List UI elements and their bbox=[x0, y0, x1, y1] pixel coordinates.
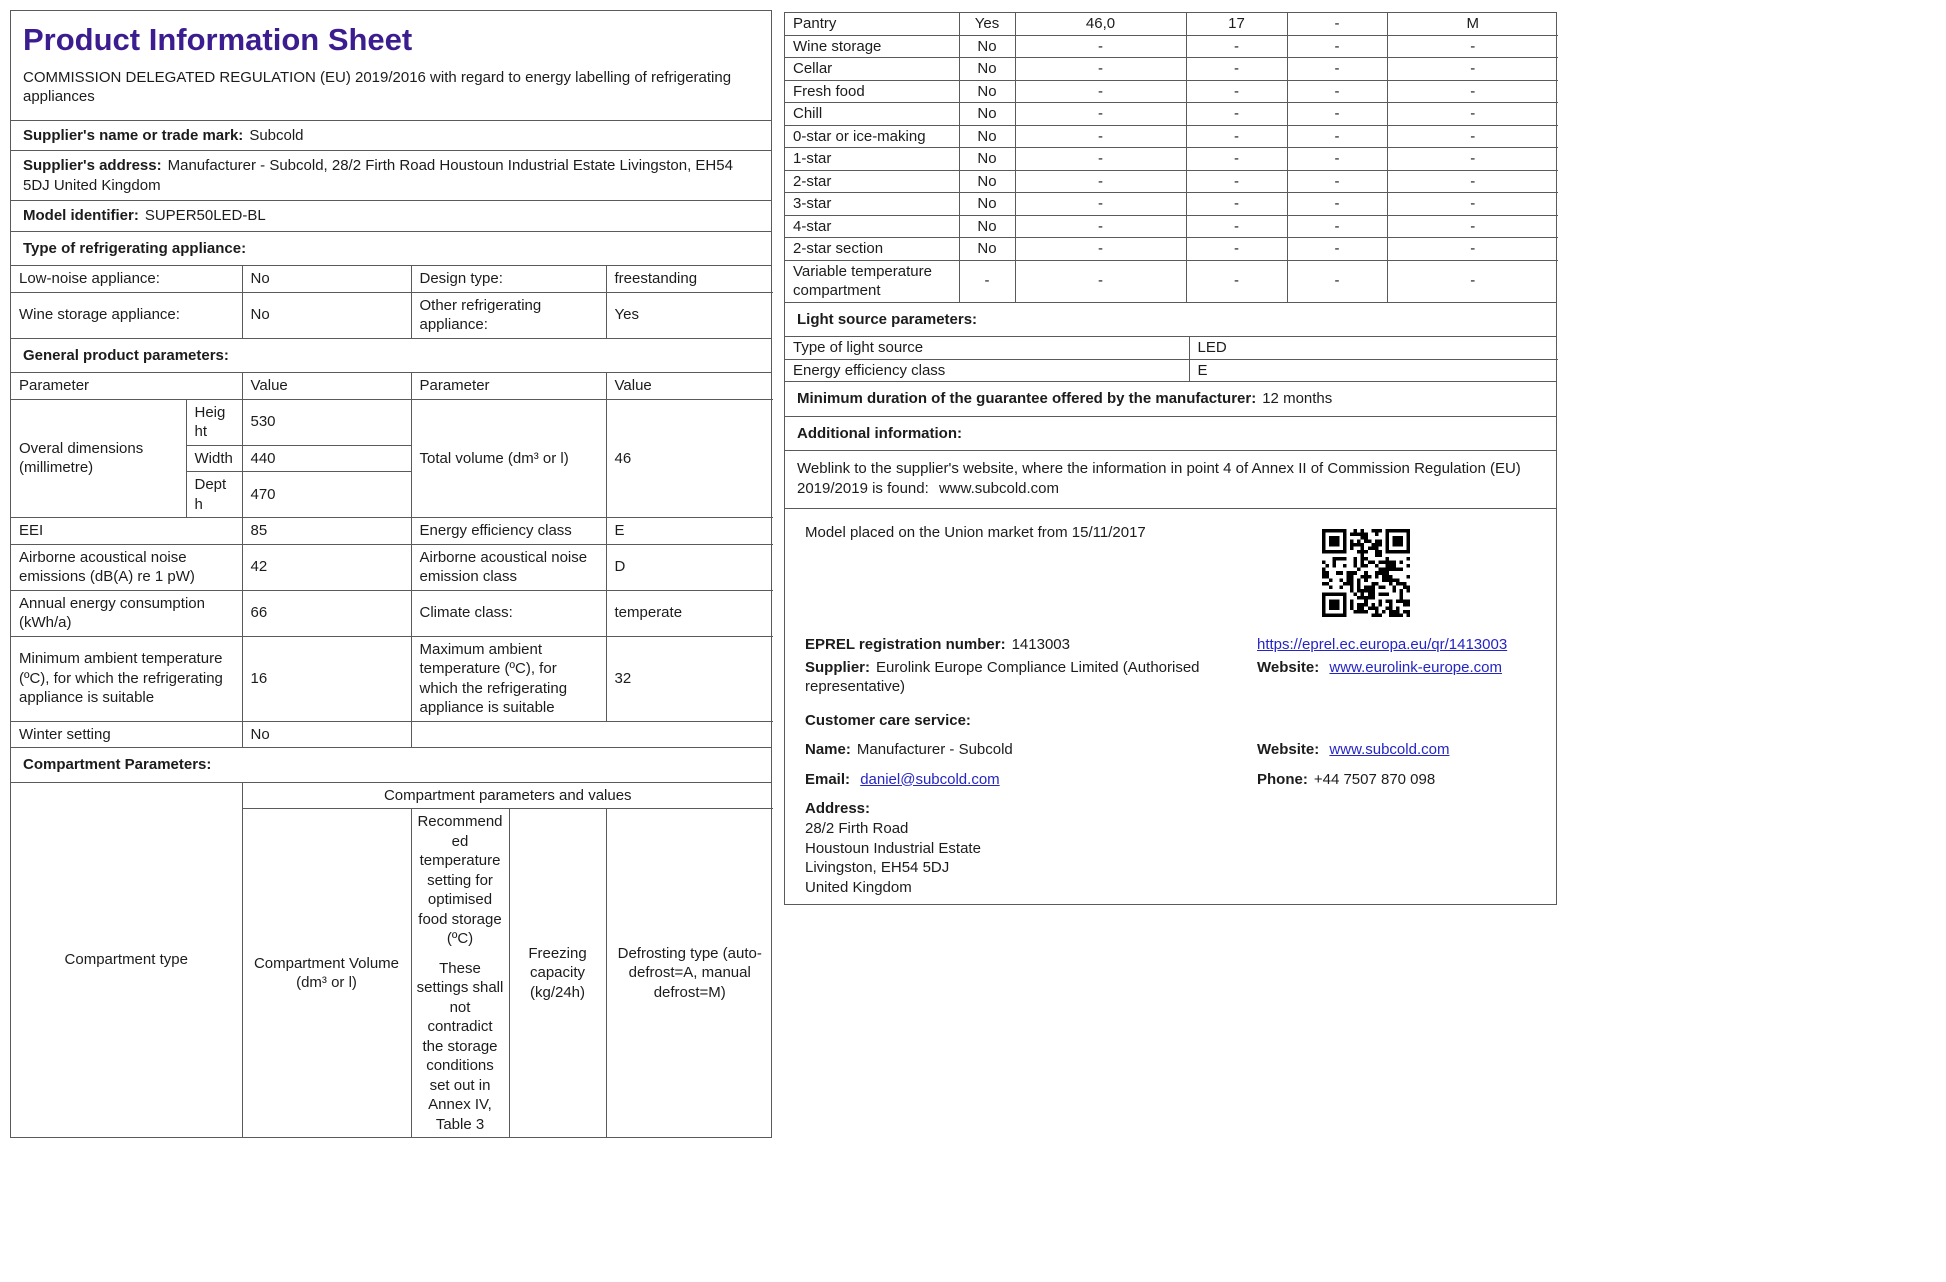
supplier-name-label: Supplier's name or trade mark: bbox=[23, 126, 244, 144]
additional-info-heading: Additional information: bbox=[785, 416, 1556, 451]
left-column bbox=[10, 10, 772, 1138]
supplier-name-value: Subcold bbox=[249, 126, 304, 144]
table-cell: Variable temperature compartment bbox=[785, 260, 959, 302]
address-block bbox=[805, 799, 1536, 898]
table-cell: No bbox=[959, 80, 1015, 103]
table-cell: 1-star bbox=[785, 148, 959, 171]
table-cell: - bbox=[1287, 170, 1387, 193]
table-cell: Compartment Volume (dm³ or l) bbox=[242, 809, 411, 1138]
table-row bbox=[785, 125, 1558, 148]
model-identifier-row bbox=[11, 200, 771, 231]
table-cell: - bbox=[1287, 58, 1387, 81]
table-cell: Type of light source bbox=[785, 337, 1189, 359]
table-cell: 440 bbox=[242, 445, 411, 472]
care-email-row bbox=[805, 770, 1536, 790]
table-cell: - bbox=[1015, 80, 1186, 103]
care-name-right bbox=[1257, 740, 1536, 760]
table-cell: M bbox=[1387, 13, 1558, 35]
care-email-left bbox=[805, 770, 1257, 790]
supplier-name-row bbox=[11, 120, 771, 151]
table-cell: Yes bbox=[959, 13, 1015, 35]
table-cell: - bbox=[1186, 193, 1287, 216]
table-cell: 66 bbox=[242, 590, 411, 636]
table-cell: - bbox=[1387, 58, 1558, 81]
type-table-section bbox=[11, 265, 771, 338]
table-cell: 530 bbox=[242, 399, 411, 445]
table-cell: Width bbox=[186, 445, 242, 472]
supplier-right bbox=[1257, 658, 1536, 697]
table-cell: Energy efficiency class bbox=[411, 518, 606, 545]
address-line: United Kingdom bbox=[805, 879, 912, 897]
column-header-cell: Value bbox=[242, 373, 411, 399]
care-website-label: Website: bbox=[1257, 741, 1320, 758]
table-cell: Minimum ambient temperature (ºC), for which the refrigerating appliance is suitable bbox=[11, 636, 242, 721]
table-cell: Airborne acoustical noise emissions (dB(A) re 1 pW) bbox=[11, 544, 242, 590]
care-name-row bbox=[805, 740, 1536, 760]
page-title: Product Information Sheet bbox=[23, 22, 413, 57]
weblink-url: www.subcold.com bbox=[938, 479, 1059, 497]
table-row bbox=[785, 170, 1558, 193]
table-cell: - bbox=[1186, 260, 1287, 302]
table-row bbox=[785, 215, 1558, 238]
table-cell: - bbox=[1287, 193, 1387, 216]
supplier-address-label: Supplier's address: bbox=[23, 157, 162, 175]
table-cell: No bbox=[959, 35, 1015, 58]
address-line: Houstoun Industrial Estate bbox=[805, 839, 981, 857]
table-cell: Design type: bbox=[411, 266, 606, 292]
table-cell: Fresh food bbox=[785, 80, 959, 103]
table-cell: No bbox=[959, 58, 1015, 81]
table-cell: 0-star or ice-making bbox=[785, 125, 959, 148]
table-cell: LED bbox=[1189, 337, 1558, 359]
light-source-section bbox=[785, 336, 1556, 381]
table-cell: Other refrigerating appliance: bbox=[411, 292, 606, 338]
supplier-row bbox=[805, 658, 1536, 697]
table-cell: Depth bbox=[186, 472, 242, 518]
table-cell: - bbox=[1287, 260, 1387, 302]
table-cell: - bbox=[1387, 215, 1558, 238]
table-cell: D bbox=[606, 544, 773, 590]
address-label: Address: bbox=[805, 800, 871, 817]
right-column-top bbox=[784, 12, 1557, 509]
table-cell: 470 bbox=[242, 472, 411, 518]
eprel-row bbox=[805, 635, 1536, 655]
supplier-left bbox=[805, 658, 1257, 697]
column-header-cell: Parameter bbox=[411, 373, 606, 399]
table-cell: - bbox=[1186, 80, 1287, 103]
supplier-website-link[interactable]: www.eurolink-europe.com bbox=[1329, 658, 1502, 676]
table-cell: No bbox=[959, 148, 1015, 171]
eprel-link[interactable]: https://eprel.ec.europa.eu/qr/1413003 bbox=[1257, 636, 1508, 653]
table-cell: No bbox=[959, 238, 1015, 261]
care-phone-right bbox=[1257, 770, 1536, 790]
table-cell: - bbox=[1287, 103, 1387, 126]
compartment-header-section bbox=[11, 782, 771, 1138]
table-cell: - bbox=[1186, 58, 1287, 81]
compartment-header-table bbox=[11, 783, 773, 1138]
table-cell: Compartment type bbox=[11, 783, 242, 1138]
general-table-section bbox=[11, 372, 771, 747]
table-cell: - bbox=[1287, 125, 1387, 148]
table-cell: - bbox=[1387, 193, 1558, 216]
table-cell: No bbox=[959, 193, 1015, 216]
table-cell: - bbox=[1287, 215, 1387, 238]
table-cell: 16 bbox=[242, 636, 411, 721]
table-cell: - bbox=[1387, 148, 1558, 171]
weblink-text: Weblink to the supplier's website, where the information in point 4 of Annex II of Commission Regulation (EU) 2019/2019 is found: bbox=[797, 460, 1521, 497]
table-cell: E bbox=[1189, 359, 1558, 381]
table-cell: Wine storage bbox=[785, 35, 959, 58]
compartment-values-table bbox=[785, 13, 1558, 302]
column-header-cell: Parameter bbox=[11, 373, 242, 399]
weblink-row bbox=[785, 450, 1556, 508]
type-heading: Type of refrigerating appliance: bbox=[11, 231, 771, 266]
market-info-box bbox=[784, 508, 1557, 905]
supplier-address-value: Manufacturer - Subcold, 28/2 Firth Road Houstoun Industrial Estate Livingston, EH54 5DJ United Kingdom bbox=[23, 157, 733, 194]
table-cell: - bbox=[1015, 260, 1186, 302]
table-cell: - bbox=[1186, 170, 1287, 193]
table-cell: - bbox=[1387, 260, 1558, 302]
table-cell: - bbox=[1015, 35, 1186, 58]
table-row bbox=[785, 103, 1558, 126]
table-row bbox=[785, 148, 1558, 171]
eprel-right bbox=[1257, 635, 1536, 655]
care-phone-value: +44 7507 870 098 bbox=[1313, 770, 1436, 788]
table-cell: Pantry bbox=[785, 13, 959, 35]
table-cell: temperate bbox=[606, 590, 773, 636]
table-cell: 42 bbox=[242, 544, 411, 590]
table-cell: - bbox=[1186, 35, 1287, 58]
table-cell: Winter setting bbox=[11, 721, 242, 747]
table-cell: - bbox=[1287, 35, 1387, 58]
general-table bbox=[11, 373, 773, 747]
table-row bbox=[785, 260, 1558, 302]
market-date-line: Model placed on the Union market from 15/11/2017 bbox=[805, 524, 1146, 541]
table-cell: - bbox=[1015, 238, 1186, 261]
table-cell: Total volume (dm³ or l) bbox=[411, 399, 606, 518]
supplier-value: Eurolink Europe Compliance Limited (Authorised representative) bbox=[805, 658, 1200, 695]
care-phone-label: Phone: bbox=[1257, 770, 1308, 788]
table-cell: - bbox=[1015, 215, 1186, 238]
table-row bbox=[785, 13, 1558, 35]
compartment-heading: Compartment Parameters: bbox=[11, 747, 771, 782]
table-cell: - bbox=[1015, 103, 1186, 126]
care-website-link[interactable]: www.subcold.com bbox=[1329, 741, 1450, 758]
table-cell: - bbox=[1387, 35, 1558, 58]
table-cell: Airborne acoustical noise emission class bbox=[411, 544, 606, 590]
care-name-label: Name: bbox=[805, 741, 851, 758]
table-cell: Defrosting type (auto-defrost=A, manual defrost=M) bbox=[606, 809, 773, 1138]
guarantee-value: 12 months bbox=[1262, 390, 1333, 407]
guarantee-label: Minimum duration of the guarantee offered by the manufacturer: bbox=[797, 390, 1257, 407]
table-cell: - bbox=[1287, 238, 1387, 261]
table-cell: No bbox=[959, 103, 1015, 126]
table-row bbox=[785, 193, 1558, 216]
general-heading: General product parameters: bbox=[11, 338, 771, 373]
column-header-cell: Value bbox=[606, 373, 773, 399]
eprel-left bbox=[805, 635, 1257, 655]
model-identifier-value: SUPER50LED-BL bbox=[144, 207, 266, 225]
table-cell: 32 bbox=[606, 636, 773, 721]
compartment-values-body bbox=[785, 13, 1558, 302]
table-row bbox=[785, 58, 1558, 81]
table-cell: - bbox=[1387, 170, 1558, 193]
table-cell: Chill bbox=[785, 103, 959, 126]
table-cell: No bbox=[242, 266, 411, 292]
address-line: 28/2 Firth Road bbox=[805, 819, 909, 837]
care-name-value: Manufacturer - Subcold bbox=[856, 741, 1013, 758]
table-cell: No bbox=[959, 125, 1015, 148]
table-row bbox=[785, 80, 1558, 103]
table-cell: Freezing capacity (kg/24h) bbox=[509, 809, 606, 1138]
table-cell: No bbox=[959, 170, 1015, 193]
table-cell: Low-noise appliance: bbox=[11, 266, 242, 292]
table-cell: - bbox=[1186, 103, 1287, 126]
table-cell: - bbox=[1387, 238, 1558, 261]
table-cell: 2-star section bbox=[785, 238, 959, 261]
table-cell: Climate class: bbox=[411, 590, 606, 636]
regulation-subtitle: COMMISSION DELEGATED REGULATION (EU) 2019/2016 with regard to energy labelling of refrigerating appliances bbox=[23, 68, 732, 106]
care-email-label: Email: bbox=[805, 770, 851, 788]
model-identifier-label: Model identifier: bbox=[23, 207, 139, 225]
eprel-number: 1413003 bbox=[1011, 636, 1070, 653]
care-name-left bbox=[805, 740, 1257, 760]
supplier-address-row bbox=[11, 150, 771, 200]
table-cell: - bbox=[1186, 215, 1287, 238]
table-cell: Compartment parameters and values bbox=[242, 783, 773, 809]
temp-setting-note-2: These settings shall not contradict the storage conditions set out in Annex IV, Table 3 bbox=[416, 959, 504, 1133]
table-cell: 2-star bbox=[785, 170, 959, 193]
compartment-values-section bbox=[785, 13, 1556, 302]
table-cell: - bbox=[1186, 238, 1287, 261]
qr-code bbox=[1316, 529, 1416, 617]
table-cell: Overal dimensions (millimetre) bbox=[11, 399, 186, 518]
table-cell: - bbox=[959, 260, 1015, 302]
table-cell: - bbox=[1186, 148, 1287, 171]
table-cell: - bbox=[1387, 125, 1558, 148]
table-cell: EEI bbox=[11, 518, 242, 545]
table-cell: - bbox=[1015, 170, 1186, 193]
table-cell: - bbox=[1015, 125, 1186, 148]
eprel-label: EPREL registration number: bbox=[805, 636, 1006, 653]
table-cell: freestanding bbox=[606, 266, 773, 292]
customer-care-heading: Customer care service: bbox=[805, 711, 971, 729]
table-row bbox=[785, 238, 1558, 261]
table-cell: 4-star bbox=[785, 215, 959, 238]
table-cell: - bbox=[1387, 80, 1558, 103]
table-row bbox=[785, 35, 1558, 58]
table-cell: No bbox=[242, 292, 411, 338]
supplier-label: Supplier: bbox=[805, 658, 871, 676]
table-cell: 3-star bbox=[785, 193, 959, 216]
table-cell: Height bbox=[186, 399, 242, 445]
title-section bbox=[11, 11, 771, 120]
table-cell bbox=[411, 809, 509, 1138]
table-cell: Wine storage appliance: bbox=[11, 292, 242, 338]
table-cell: Maximum ambient temperature (ºC), for which the refrigerating appliance is suitable bbox=[411, 636, 606, 721]
table-cell: Cellar bbox=[785, 58, 959, 81]
light-source-heading: Light source parameters: bbox=[785, 302, 1556, 337]
type-table bbox=[11, 266, 773, 338]
table-cell: - bbox=[1287, 80, 1387, 103]
address-line: Livingston, EH54 5DJ bbox=[805, 859, 950, 877]
table-cell: No bbox=[959, 215, 1015, 238]
guarantee-row bbox=[785, 381, 1556, 416]
table-cell: - bbox=[1387, 103, 1558, 126]
table-cell: - bbox=[1015, 58, 1186, 81]
table-cell: - bbox=[1287, 148, 1387, 171]
light-source-table bbox=[785, 337, 1558, 381]
table-cell: - bbox=[1186, 125, 1287, 148]
table-cell bbox=[411, 721, 773, 747]
table-cell: Energy efficiency class bbox=[785, 359, 1189, 381]
supplier-website-label: Website: bbox=[1257, 658, 1320, 676]
table-cell: No bbox=[242, 721, 411, 747]
table-cell: 85 bbox=[242, 518, 411, 545]
table-cell: E bbox=[606, 518, 773, 545]
table-cell: Yes bbox=[606, 292, 773, 338]
table-cell: - bbox=[1015, 193, 1186, 216]
temp-setting-note-1: Recommended temperature setting for optimised food storage (ºC) bbox=[417, 813, 503, 948]
table-cell: 46,0 bbox=[1015, 13, 1186, 35]
table-cell: - bbox=[1015, 148, 1186, 171]
table-cell: 17 bbox=[1186, 13, 1287, 35]
table-cell: 46 bbox=[606, 399, 773, 518]
care-email-link[interactable]: daniel@subcold.com bbox=[860, 770, 1000, 788]
table-cell: - bbox=[1287, 13, 1387, 35]
table-cell: Annual energy consumption (kWh/a) bbox=[11, 590, 242, 636]
